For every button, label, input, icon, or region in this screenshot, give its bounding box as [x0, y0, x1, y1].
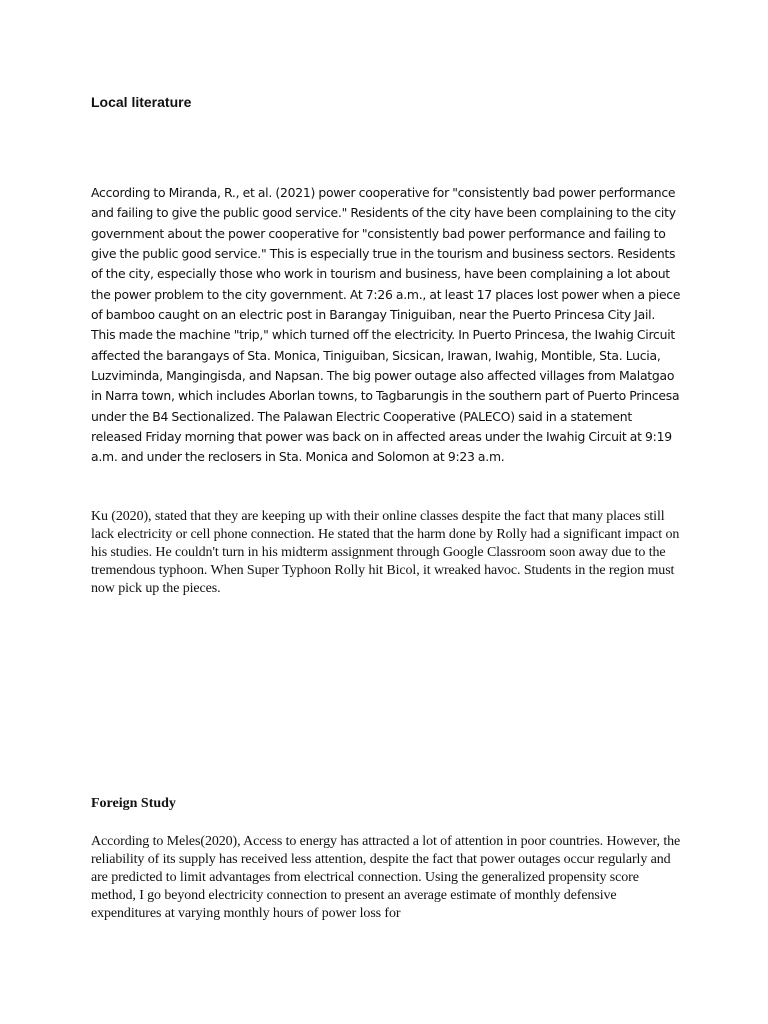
local-literature-heading: Local literature: [91, 94, 192, 110]
meles-paragraph: According to Meles(2020), Access to energy has attracted a lot of attention in poor countries. However, the reliability of its supply has received less attention, despite the fact that power outages occur regularly and are predicted to limit advantages from electrical connection. Using the generalized propensity score method, I go beyond electricity connection to present an average estimate of monthly defensive expenditures at varying monthly hours of power loss for: [91, 834, 681, 922]
miranda-paragraph: According to Miranda, R., et al. (2021) power cooperative for "consistently bad power performance and failing to give the public good service." Residents of the city have been complaining to the city government about the power cooperative for "consistently bad power performance and failing to give the public good service." This is especially true in the tourism and business sectors. Residents of the city, especially those who work in tourism and business, have been complaining a lot about the power problem to the city government. At 7:26 a.m., at least 17 places lost power when a piece of bamboo caught on an electric post in Barangay Tiniguiban, near the Puerto Princesa City Jail. This made the machine "trip," which turned off the electricity. In Puerto Princesa, the Iwahig Circuit affected the barangays of Sta. Monica, Tiniguiban, Sicsican, Irawan, Iwahig, Montible, Sta. Lucia, Luzviminda, Mangingisda, and Napsan. The big power outage also affected villages from Malatgao in Narra town, which includes Aborlan towns, to Tagbarungis in the southern part of Puerto Princesa under the B4 Sectionalized. The Palawan Electric Cooperative (PALECO) said in a statement released Friday morning that power was back on in affected areas under the Iwahig Circuit at 9:19 a.m. and under the reclosers in Sta. Monica and Solomon at 9:23 a.m.: [91, 185, 681, 465]
foreign-study-heading: Foreign Study: [91, 796, 176, 811]
ku-paragraph: Ku (2020), stated that they are keeping up with their online classes despite the fact that many places still lack electricity or cell phone connection. He stated that the harm done by Rolly had a significant impact on his studies. He couldn't turn in his midterm assignment through Google Classroom soon away due to the tremendous typhoon. When Super Typhoon Rolly hit Bicol, it wreaked havoc. Students in the region must now pick up the pieces.: [91, 509, 680, 597]
